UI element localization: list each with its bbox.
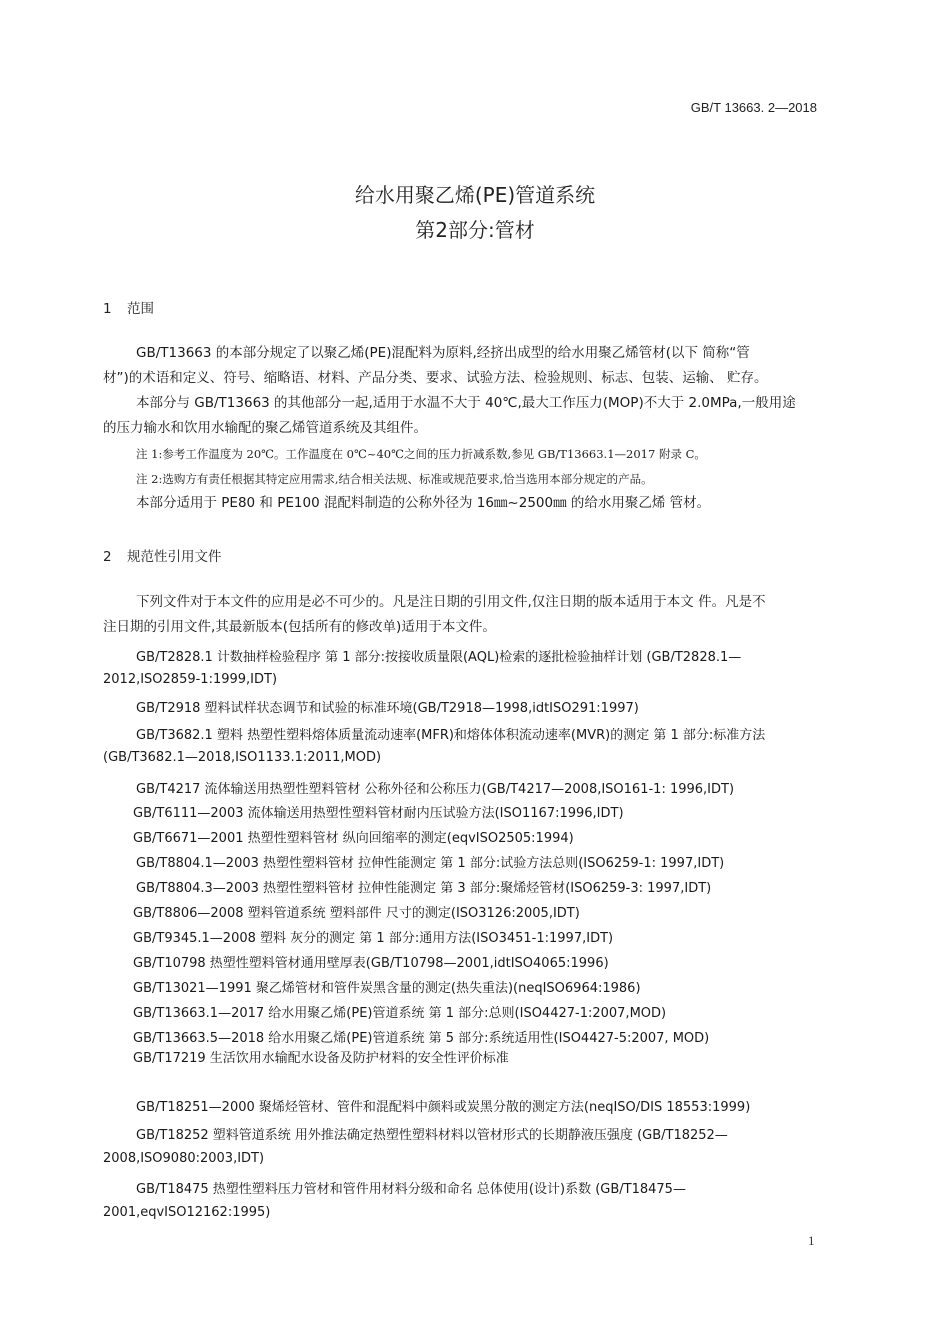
scope-paragraph-1-line-1: GB/T13663 的本部分规定了以聚乙烯(PE)混配料为原料,经挤出成型的给水用聚乙烯管材(以下 简称“管: [136, 345, 750, 361]
reference-item: GB/T9345.1—2008 塑料 灰分的测定 第 1 部分:通用方法(ISO3451-1:1997,IDT): [133, 931, 614, 946]
reference-item: GB/T8804.1—2003 热塑性塑料管材 拉伸性能测定 第 1 部分:试验方法总则(ISO6259-1: 1997,IDT): [136, 856, 725, 871]
scope-note-1: 注 1:参考工作温度为 20℃。工作温度在 0℃~40℃之间的压力折减系数,参见 GB/T13663.1—2017 附录 C。: [136, 447, 706, 461]
section-2-heading: [103, 545, 222, 565]
reference-item: GB/T3682.1 塑料 热塑性塑料熔体质量流动速率(MFR)和熔体体积流动速率(MVR)的测定 第 1 部分:标准方法: [136, 728, 766, 743]
scope-paragraph-2-line-1: 本部分与 GB/T13663 的其他部分一起,适用于水温不大于 40℃,最大工作压力(MOP)不大于 2.0MPa,一般用途: [136, 395, 796, 411]
reference-item: GB/T8806—2008 塑料管道系统 塑料部件 尺寸的测定(ISO3126:2005,IDT): [133, 906, 580, 921]
standard-code: GB/T 13663. 2—2018: [690, 100, 817, 115]
reference-item: GB/T13663.1—2017 给水用聚乙烯(PE)管道系统 第 1 部分:总则(ISO4427-1:2007,MOD): [133, 1006, 667, 1021]
section-2-number: 2: [103, 549, 112, 565]
reference-item: GB/T6671—2001 热塑性塑料管材 纵向回缩率的测定(eqvISO2505:1994): [133, 831, 574, 846]
reference-item: GB/T18252 塑料管道系统 用外推法确定热塑性塑料材料以管材形式的长期静液压强度 (GB/T18252—: [136, 1128, 728, 1143]
reference-item: GB/T4217 流体输送用热塑性塑料管材 公称外径和公称压力(GB/T4217—2008,ISO161-1: 1996,IDT): [136, 782, 735, 797]
reference-item-continuation: 2008,ISO9080:2003,IDT): [103, 1151, 265, 1166]
reference-item: GB/T18251—2000 聚烯烃管材、管件和混配料中颜料或炭黑分散的测定方法(neqISO/DIS 18553:1999): [136, 1100, 751, 1115]
reference-item: GB/T2828.1 计数抽样检验程序 第 1 部分:按接收质量限(AQL)检索的逐批检验抽样计划 (GB/T2828.1—: [136, 650, 742, 665]
reference-item: GB/T2918 塑料试样状态调节和试验的标准环境(GB/T2918—1998,idtISO291:1997): [136, 701, 639, 716]
reference-item-continuation: (GB/T3682.1—2018,ISO1133.1:2011,MOD): [103, 750, 382, 765]
reference-item: GB/T13021—1991 聚乙烯管材和管件炭黑含量的测定(热失重法)(neqISO6964:1986): [133, 981, 641, 996]
reference-item: GB/T13663.5—2018 给水用聚乙烯(PE)管道系统 第 5 部分:系统适用性(ISO4427-5:2007, MOD): [133, 1031, 710, 1046]
section-1-heading: [103, 297, 154, 317]
document-subtitle: 第2部分:管材: [415, 218, 535, 242]
scope-paragraph-3: 本部分适用于 PE80 和 PE100 混配料制造的公称外径为 16㎜~2500㎜ 的给水用聚乙烯 管材。: [136, 495, 711, 511]
references-intro-line-2: 注日期的引用文件,其最新版本(包括所有的修改单)适用于本文件。: [103, 619, 496, 635]
reference-item-continuation: 2012,ISO2859-1:1999,IDT): [103, 672, 278, 687]
section-1-title: 范围: [127, 301, 154, 317]
section-2-title: 规范性引用文件: [127, 549, 222, 565]
scope-paragraph-2-line-2: 的压力输水和饮用水输配的聚乙烯管道系统及其组件。: [103, 420, 427, 436]
reference-item: GB/T17219 生活饮用水输配水设备及防护材料的安全性评价标准: [133, 1051, 509, 1066]
references-intro-line-1: 下列文件对于本文件的应用是必不可少的。凡是注日期的引用文件,仅注日期的版本适用于本文 件。凡是不: [136, 594, 766, 610]
scope-note-2: 注 2:选购方有责任根据其特定应用需求,结合相关法规、标准或规范要求,恰当选用本部分规定的产品。: [136, 472, 653, 486]
reference-item-continuation: 2001,eqvISO12162:1995): [103, 1205, 271, 1220]
scope-paragraph-1-line-2: 材”)的术语和定义、符号、缩略语、材料、产品分类、要求、试验方法、检验规则、标志、包装、运输、 贮存。: [103, 370, 768, 386]
reference-item: GB/T10798 热塑性塑料管材通用壁厚表(GB/T10798—2001,idtISO4065:1996): [133, 956, 609, 971]
reference-item: GB/T8804.3—2003 热塑性塑料管材 拉伸性能测定 第 3 部分:聚烯烃管材(ISO6259-3: 1997,IDT): [136, 881, 712, 896]
reference-item: GB/T18475 热塑性塑料压力管材和管件用材料分级和命名 总体使用(设计)系数 (GB/T18475—: [136, 1182, 686, 1197]
reference-item: GB/T6111—2003 流体输送用热塑性塑料管材耐内压试验方法(ISO1167:1996,IDT): [133, 806, 624, 821]
section-1-number: 1: [103, 301, 112, 317]
page-number: 1: [808, 1233, 815, 1248]
document-title: 给水用聚乙烯(PE)管道系统: [354, 183, 596, 207]
